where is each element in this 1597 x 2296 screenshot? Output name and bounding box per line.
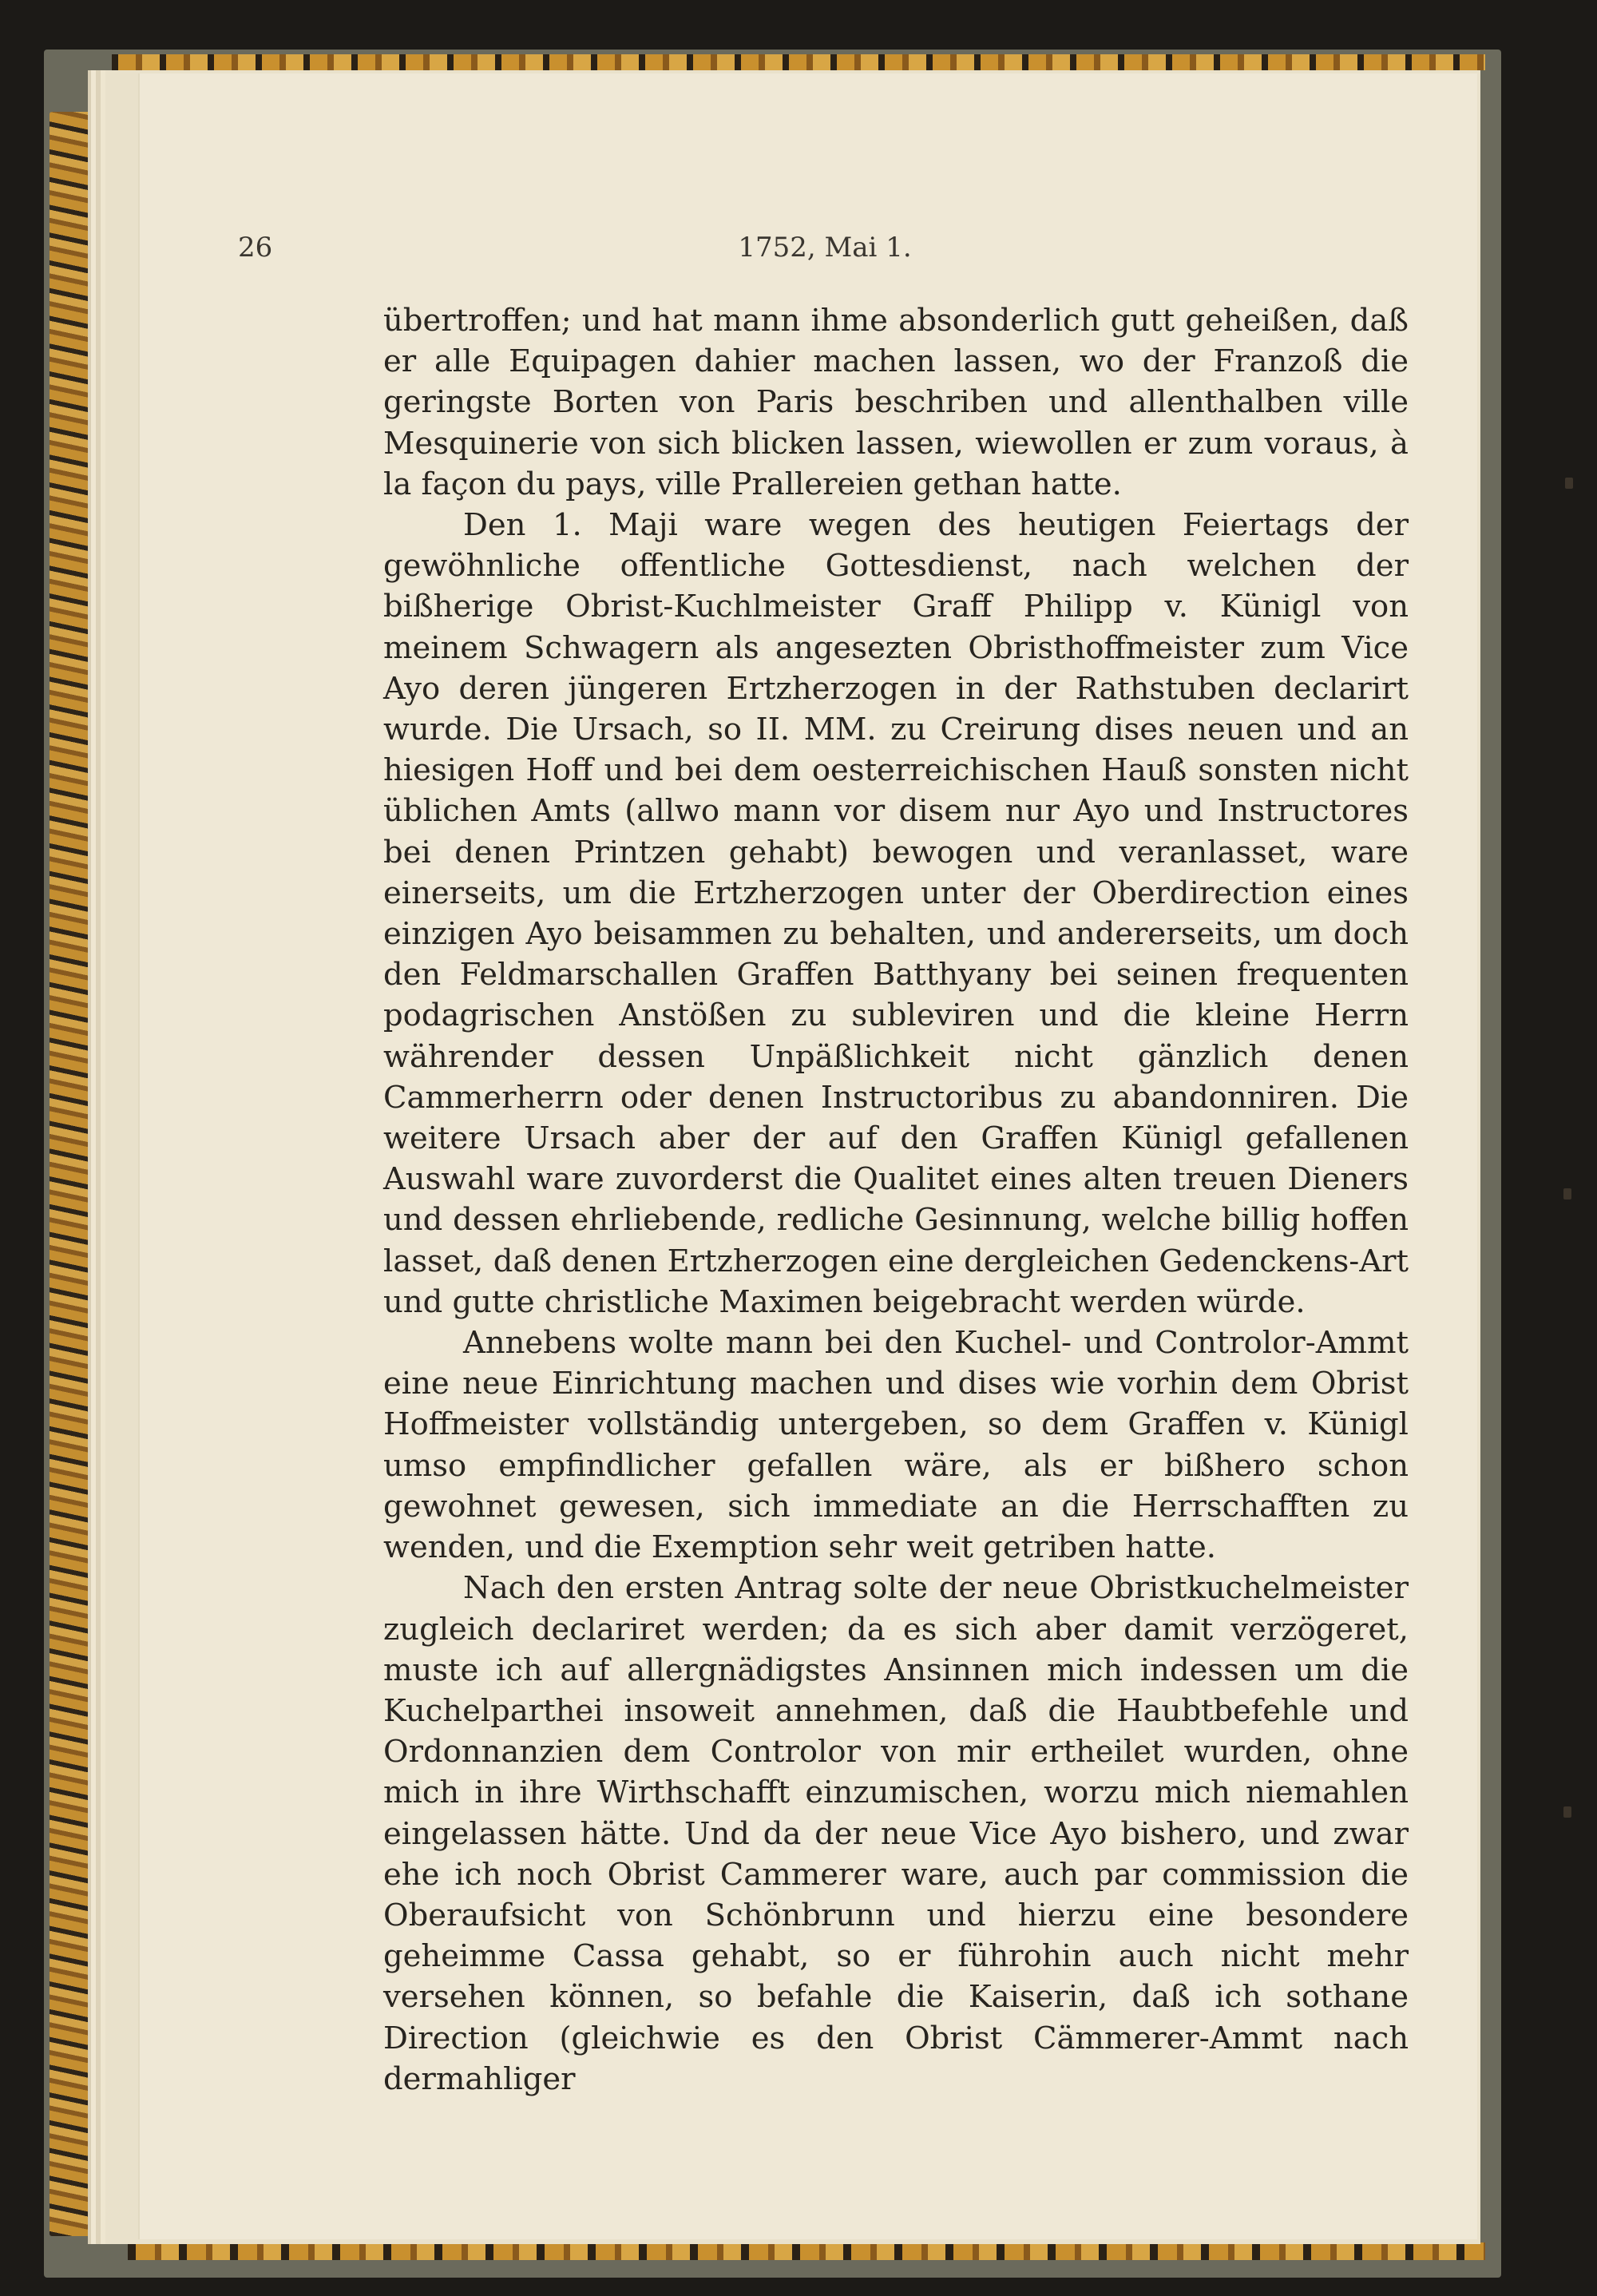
page-header: [238, 232, 1412, 264]
paragraph: übertroffen; und hat mann ihme absonderlich gutt geheißen, daß er alle Equipagen dahier machen lassen, wo der Franzoß die geringste Borten von Paris beschriben und allenthalben ville Mesquinerie von sich blicken lassen, wiewollen er zum voraus, à la façon du pays, ville Prallereien gethan hatte.: [383, 303, 1409, 502]
running-head: 1752, Mai 1.: [738, 232, 912, 264]
body-text: [383, 300, 1409, 2100]
marbled-edge-top: [112, 54, 1485, 70]
page-number: 26: [238, 232, 273, 264]
marbled-edge-left: [50, 112, 91, 2236]
margin-mark: [1565, 478, 1573, 489]
margin-mark: [1563, 1188, 1571, 1200]
margin-mark: [1563, 1806, 1571, 1818]
marbled-edge-bottom: [128, 2242, 1485, 2260]
paragraph: Den 1. Maji ware wegen des heutigen Feiertags der gewöhnliche offentliche Gottesdienst, nach welchen der bißherige Obrist-Kuchlmeister Graff Philipp v. Künigl von meinem Schwagern als angesezten Obristhoffmeister zum Vice Ayo deren jüngeren Ertzherzogen in der Rathstuben declarirt wurde. Die Ursach, so II. MM. zu Creirung dises neuen und an hiesigen Hoff und bei dem oesterreichischen Hauß sonsten nicht üblichen Amts (allwo mann vor disem nur Ayo und Instructores bei denen Printzen gehabt) bewogen und veranlasset, ware einerseits, um die Ertzherzogen unter der Oberdirection eines einzigen Ayo beisammen zu behalten, und andererseits, um doch den Feldmarschallen Graffen Batthyany bei seinen frequenten podagrischen Anstößen zu subleviren und die kleine Herrn währender dessen Unpäßlichkeit nicht gänzlich denen Cammerherrn oder denen Instructoribus zu abandonniren. Die weitere Ursach aber der auf den Graffen Künigl gefallenen Auswahl ware zuvorderst die Qualitet eines alten treuen Dieners und dessen ehrliebende, redliche Gesinnung, welche billig hoffen lasset, daß denen Ertzherzogen eine dergleichen Gedenckens-Art und gutte christliche Maximen beigebracht werden würde.: [383, 507, 1409, 1320]
paragraph: Nach den ersten Antrag solte der neue Obristkuchelmeister zugleich declariret werden; da es sich aber damit verzögeret, muste ich auf allergnädigstes Ansinnen mich indessen um die Kuchelparthei insoweit annehmen, daß die Haubtbefehle und Ordonnanzien dem Controlor von mir ertheilet wurden, ohne mich in ihre Wirthschafft einzumischen, worzu mich niemahlen eingelassen hätte. Und da der neue Vice Ayo bishero, und zwar ehe ich noch Obrist Cammerer ware, auch par commission die Oberaufsicht von Schönbrunn und hierzu eine besondere geheimme Cassa gehabt, so er führohin auch nicht mehr versehen können, so befahle die Kaiserin, daß ich sothane Direction (gleichwie es den Obrist Cämmerer-Ammt nach dermahliger: [383, 1570, 1409, 2097]
paragraph: Annebens wolte mann bei den Kuchel- und Controlor-Ammt eine neue Einrichtung machen und dises wie vorhin dem Obrist Hoffmeister vollständig untergeben, so dem Graffen v. Künigl umso empfindlicher gefallen wäre, als er bißhero schon gewohnet gewesen, sich immediate an die Herrschafften zu wenden, und die Exemption sehr weit getriben hatte.: [383, 1325, 1409, 1566]
